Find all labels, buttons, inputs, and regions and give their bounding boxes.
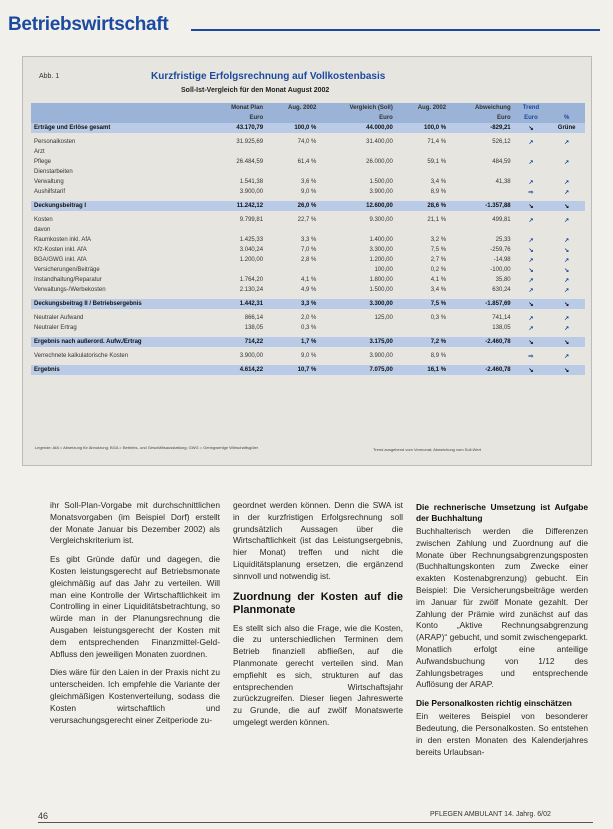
value-cell: 630,24	[492, 287, 511, 293]
text-column-1	[50, 500, 220, 733]
trend-cell: ↘	[528, 267, 534, 274]
figure-subtitle: Soll-Ist-Vergleich für den Monat August 2002	[181, 87, 330, 94]
trend-cell: Grüne	[548, 123, 585, 133]
value-cell: Euro	[449, 113, 514, 123]
text-column-2	[233, 500, 403, 736]
table-row	[31, 323, 585, 333]
trend-cell: Euro	[514, 113, 549, 123]
value-cell: 8,9 %	[430, 189, 447, 195]
value-cell: 2,8 %	[301, 257, 317, 263]
value-cell: 0,3 %	[301, 325, 317, 331]
paragraph: ihr Soll-Plan-Vorgabe mit durchschnittlichen Monatsvorgaben (im Beispiel Dorf) erstellt der Monate Januar bis Dezember 2002) als Vergleichskriterium ist.	[50, 500, 220, 546]
value-cell: 9.799,81	[239, 217, 264, 223]
value-cell: 7,5 %	[430, 247, 447, 253]
value-cell: 26,0 %	[266, 201, 319, 211]
row-label: Versicherungen/Beiträge	[34, 267, 100, 273]
figure-label: Abb. 1	[39, 73, 60, 80]
value-cell: 1.425,33	[239, 237, 264, 243]
value-cell: 484,59	[492, 159, 511, 165]
paragraph: Buchhalterisch werden die Differenzen zwischen Zahlung und Zuordnung auf die Monate über Rechnungsabgrenzungsposten (Buchhaltungskonten zum Zwecke einer exakten Kostenabgrenzung) gebucht. Ein Beispiel: Die Versicherungsbeiträge werden im Januar für zwölf Monate gezahlt. Der Zahlung der Prämie wird zunächst auf das Konto „Aktive Rechnungsabgrenzung (ARAP)“ gebucht, und somit zwischengeparkt. Monatlich erfolgt eine anteilige Aufwandsbuchung von 1/12 des Zahlungsbetrages und entsprechende Auflösung der ARAP.	[416, 526, 588, 690]
trend-cell: ↗	[528, 325, 534, 332]
trend-cell: ↗	[564, 179, 570, 186]
row-label: BGA/GWG inkl. AfA	[34, 257, 87, 263]
value-cell: 526,12	[492, 139, 511, 145]
subheading: Die rechnerische Umsetzung ist Aufgabe der Buchhaltung	[416, 502, 588, 523]
value-cell: 4,1 %	[430, 277, 447, 283]
value-cell: 3.300,00	[319, 299, 395, 309]
trend-cell: ↘	[548, 201, 585, 211]
value-cell: 31.925,69	[236, 139, 264, 145]
value-cell: 100,00	[374, 267, 393, 273]
table-row	[31, 215, 585, 225]
table-row	[31, 255, 585, 265]
value-cell: -1.357,88	[449, 201, 514, 211]
trend-cell: ↗	[528, 315, 534, 322]
trend-cell: ↘	[514, 299, 549, 309]
trend-cell: ↘	[514, 201, 549, 211]
table-row	[31, 235, 585, 245]
value-cell: 61,4 %	[297, 159, 317, 165]
row-label: Ergebnis nach außerord. Aufw./Ertrag	[31, 337, 207, 347]
value-cell: Euro	[207, 113, 266, 123]
trend-cell: ↘	[564, 247, 570, 254]
trend-cell: ↗	[528, 139, 534, 146]
row-label: Ergebnis	[31, 365, 207, 375]
value-cell: -259,76	[490, 247, 511, 253]
row-label: Deckungsbeitrag II / Betriebsergebnis	[31, 299, 207, 309]
value-cell: 9.300,00	[369, 217, 393, 223]
section-title: Betriebswirtschaft	[8, 14, 169, 35]
row-label	[31, 113, 207, 123]
table-row	[31, 285, 585, 295]
value-cell	[396, 225, 449, 235]
row-label: Verwaltung	[34, 179, 64, 185]
trend-cell: ↗	[564, 139, 570, 146]
value-cell	[449, 351, 514, 361]
text-column-3	[416, 502, 588, 765]
page-header	[8, 14, 600, 36]
value-cell: 28,6 %	[396, 201, 449, 211]
value-cell: 3.175,00	[319, 337, 395, 347]
value-cell: 16,1 %	[396, 365, 449, 375]
value-cell: Aug. 2002	[396, 103, 449, 113]
value-cell: 866,14	[244, 315, 264, 321]
value-cell: 1.500,00	[369, 287, 393, 293]
row-label: Instandhaltung/Reparatur	[34, 277, 102, 283]
value-cell: 3,6 %	[301, 179, 317, 185]
trend-cell: ↘	[564, 267, 570, 274]
value-cell	[266, 265, 319, 275]
row-label	[31, 103, 207, 113]
trend-cell: ↗	[564, 315, 570, 322]
row-label: Personalkosten	[34, 139, 76, 145]
table-row	[31, 299, 585, 309]
value-cell: 1.442,31	[207, 299, 266, 309]
row-label: Verwaltungs-/Werbekosten	[34, 287, 106, 293]
value-cell: 7,5 %	[396, 299, 449, 309]
paragraph: Es stellt sich also die Frage, wie die Kosten, die zu unterschiedlichen Terminen dem Betrieb finanziell abfließen, auf die Planmonate gerecht verteilen sind. Man empfiehlt es sich, strukturen auf das entsprechenden Wirtschaftsjahr zurückzugreifen. Dieser liegen Jahreswerte zu Grunde, die auf zwölf Monatswerte umgelegt werden können.	[233, 622, 403, 727]
value-cell: 11.242,12	[207, 201, 266, 211]
value-cell: 3.300,00	[369, 247, 393, 253]
value-cell: 8,9 %	[430, 353, 447, 359]
row-label: Verrechnete kalkulatorische Kosten	[34, 353, 129, 359]
value-cell	[207, 167, 266, 177]
value-cell: 3.900,00	[369, 353, 393, 359]
value-cell: Aug. 2002	[266, 103, 319, 113]
table-row	[31, 147, 585, 157]
value-cell: 26.484,59	[236, 159, 264, 165]
trend-cell: ↘	[528, 247, 534, 254]
value-cell: 2,7 %	[430, 257, 447, 263]
value-cell: 22,7 %	[297, 217, 317, 223]
table-row	[31, 201, 585, 211]
value-cell: 25,33	[495, 237, 511, 243]
value-cell: 2,0 %	[301, 315, 317, 321]
value-cell	[396, 113, 449, 123]
value-cell: 7,0 %	[301, 247, 317, 253]
trend-cell	[514, 225, 549, 235]
value-cell: 100,0 %	[396, 123, 449, 133]
value-cell	[449, 167, 514, 177]
table-row	[31, 275, 585, 285]
value-cell	[266, 167, 319, 177]
value-cell: 4,9 %	[301, 287, 317, 293]
value-cell: 499,81	[492, 217, 511, 223]
trend-cell: ↗	[564, 325, 570, 332]
value-cell: 44.000,00	[319, 123, 395, 133]
value-cell: 1,7 %	[266, 337, 319, 347]
trend-cell: ⇨	[528, 353, 534, 360]
trend-cell	[548, 103, 585, 113]
value-cell: 31.400,00	[366, 139, 393, 145]
trend-cell	[548, 147, 585, 157]
paragraph: Dies wäre für den Laien in der Praxis nicht zu unterscheiden. Ich empfehle die Variante der gleichmäßigen Kostenverteilung, sodass die Kosten wirtschaftlich und verursachungsgerecht einer Zeitperiode zu-	[50, 667, 220, 725]
table-row	[31, 313, 585, 323]
value-cell: 9,0 %	[301, 189, 317, 195]
value-cell	[266, 225, 319, 235]
value-cell: 9,0 %	[301, 353, 317, 359]
value-cell	[449, 147, 514, 157]
figure-title: Kurzfristige Erfolgsrechnung auf Vollkostenbasis	[151, 71, 386, 82]
paragraph: geordnet werden können. Denn die SWA ist in der kurzfristigen Erfolgsrechnung soll grundsätzlich Aussagen über die Wirtschaftlichkeit (ist das Leistungsergebnis, hier Monat) treffen und nicht die Liquiditätsplanung ersetzen, die ergänzend sinnvoll und notwendig ist.	[233, 500, 403, 581]
value-cell: -829,21	[449, 123, 514, 133]
value-cell: 21,1 %	[427, 217, 447, 223]
footer-rule	[38, 822, 593, 823]
trend-cell	[548, 167, 585, 177]
value-cell: 1.200,00	[239, 257, 264, 263]
value-cell: 138,05	[244, 325, 264, 331]
value-cell	[319, 323, 395, 333]
value-cell: 0,3 %	[430, 315, 447, 321]
value-cell: 74,0 %	[297, 139, 317, 145]
value-cell	[396, 147, 449, 157]
value-cell	[449, 187, 514, 197]
value-cell: 1.200,00	[369, 257, 393, 263]
value-cell: 7.075,00	[319, 365, 395, 375]
trend-cell: ↘	[548, 337, 585, 347]
publication-name: PFLEGEN AMBULANT 14. Jahrg. 6/02	[430, 811, 551, 818]
trend-cell: ↗	[564, 237, 570, 244]
table-row	[31, 337, 585, 347]
row-label: davon	[34, 227, 51, 233]
trend-cell: ↗	[564, 189, 570, 196]
value-cell: 1.764,20	[239, 277, 264, 283]
row-label: Erträge und Erlöse gesamt	[31, 123, 207, 133]
subheading: Zuordnung der Kosten auf die Planmonate	[233, 590, 403, 616]
value-cell: -14,98	[493, 257, 511, 263]
value-cell: -2.460,78	[449, 337, 514, 347]
value-cell: 4,1 %	[301, 277, 317, 283]
table-row	[31, 225, 585, 235]
figure-legend-note: Legende: AfA = Absetzung für Abnutzung; BGA = Betriebs- und Geschäftsausstattung; GWG = Geringwertige Wirtschaftsgüter	[35, 445, 259, 450]
trend-cell: ↗	[528, 277, 534, 284]
value-cell: 12.600,00	[319, 201, 395, 211]
trend-cell: Trend	[514, 103, 549, 113]
value-cell: 4.614,22	[207, 365, 266, 375]
value-cell	[319, 225, 395, 235]
table-row	[31, 245, 585, 255]
value-cell: 3,4 %	[430, 179, 447, 185]
value-cell: 7,2 %	[396, 337, 449, 347]
trend-cell: ↗	[564, 257, 570, 264]
value-cell: Vergleich (Soll)	[319, 103, 395, 113]
table-header-row	[31, 113, 585, 123]
value-cell: 43.170,79	[207, 123, 266, 133]
value-cell	[319, 147, 395, 157]
trend-cell: %	[548, 113, 585, 123]
value-cell: 3,2 %	[430, 237, 447, 243]
trend-cell: ↘	[548, 299, 585, 309]
value-cell: 714,22	[207, 337, 266, 347]
row-label: Kosten	[34, 217, 53, 223]
table-row	[31, 177, 585, 187]
value-cell: 35,80	[495, 277, 511, 283]
value-cell: 1.500,00	[369, 179, 393, 185]
value-cell	[396, 323, 449, 333]
paragraph: Es gibt Gründe dafür und dagegen, die Kosten leistungsgerecht auf Betriebsmonate gleichmäßig auf das Jahr zu verteilen. Will man eine Kontrolle der Wirtschaftlichkeit im Controlling in einer Liquiditätsbetrachtung, so würde man in der Planungsrechnung die Ausgaben leistungsgerecht der Kosten mit dem entsprechenden Finanzmittel-Geld-Abfluss den jeweiligen Monaten zuordnen.	[50, 554, 220, 659]
value-cell	[319, 167, 395, 177]
table-row	[31, 123, 585, 133]
value-cell: 741,14	[492, 315, 511, 321]
results-table	[31, 103, 585, 375]
trend-cell: ⇨	[528, 189, 534, 196]
header-rule	[191, 29, 600, 31]
trend-cell: ↗	[528, 179, 534, 186]
value-cell: 59,1 %	[427, 159, 447, 165]
trend-cell	[548, 225, 585, 235]
value-cell	[207, 225, 266, 235]
value-cell	[396, 167, 449, 177]
row-label: Arzt	[34, 149, 45, 155]
trend-cell	[514, 167, 549, 177]
value-cell: 1.400,00	[369, 237, 393, 243]
value-cell	[207, 265, 266, 275]
value-cell: -100,00	[490, 267, 511, 273]
row-label: Kfz-Kosten inkl. AfA	[34, 247, 87, 253]
table-row	[31, 351, 585, 361]
value-cell	[449, 225, 514, 235]
table-row	[31, 187, 585, 197]
page-number: 46	[38, 811, 49, 821]
value-cell: 138,05	[492, 325, 511, 331]
value-cell	[207, 147, 266, 157]
value-cell: 26.000,00	[366, 159, 393, 165]
value-cell: 1.541,38	[239, 179, 264, 185]
table-row	[31, 265, 585, 275]
subheading: Die Personalkosten richtig einschätzen	[416, 698, 572, 709]
value-cell	[266, 147, 319, 157]
value-cell: 3,3 %	[266, 299, 319, 309]
trend-cell: ↗	[564, 353, 570, 360]
trend-cell: ↘	[514, 337, 549, 347]
value-cell: Monat Plan	[207, 103, 266, 113]
row-label: Neutraler Aufwand	[34, 315, 84, 321]
trend-cell: ↘	[514, 123, 549, 133]
trend-cell: ↗	[528, 287, 534, 294]
value-cell	[266, 113, 319, 123]
value-cell: 3.900,00	[239, 189, 264, 195]
paragraph: Ein weiteres Beispiel von besonderer Bedeutung, die Personalkosten. So entstehen in den ersten Monaten des Kalenderjahres bereits Urlaubsan-	[416, 711, 588, 757]
trend-cell: ↗	[564, 217, 570, 224]
value-cell: 41,38	[495, 179, 511, 185]
row-label: Pflege	[34, 159, 52, 165]
value-cell: 3,4 %	[430, 287, 447, 293]
value-cell: 0,2 %	[430, 267, 447, 273]
row-label: Dienstarbeiten	[34, 169, 73, 175]
row-label: Aushilfstarif	[34, 189, 66, 195]
row-label: Neutraler Ertrag	[34, 325, 77, 331]
table-header-row	[31, 103, 585, 113]
trend-cell: ↗	[564, 159, 570, 166]
value-cell: 3.900,00	[239, 353, 264, 359]
trend-cell: ↗	[528, 159, 534, 166]
value-cell: 10,7 %	[266, 365, 319, 375]
value-cell: 71,4 %	[427, 139, 447, 145]
table-row	[31, 157, 585, 167]
trend-cell	[514, 147, 549, 157]
value-cell: 3.900,00	[369, 189, 393, 195]
value-cell: 3.040,24	[239, 247, 264, 253]
value-cell: -1.857,69	[449, 299, 514, 309]
row-label: Raumkosten inkl. AfA	[34, 237, 92, 243]
trend-cell: ↗	[564, 287, 570, 294]
value-cell: 2.130,24	[239, 287, 264, 293]
value-cell: 100,0 %	[266, 123, 319, 133]
figure-trend-note: Trend ausgehend vom Vormonat; Abweichung vom Soll-Wert	[373, 447, 482, 452]
value-cell: 125,00	[374, 315, 393, 321]
row-label: Deckungsbeitrag I	[31, 201, 207, 211]
figure-box	[22, 56, 592, 466]
trend-cell: ↗	[528, 217, 534, 224]
trend-cell: ↗	[528, 237, 534, 244]
value-cell: Abweichung	[449, 103, 514, 113]
trend-cell: ↘	[514, 365, 549, 375]
value-cell: 1.800,00	[369, 277, 393, 283]
value-cell: -2.460,78	[449, 365, 514, 375]
value-cell: Euro	[319, 113, 395, 123]
trend-cell: ↗	[564, 277, 570, 284]
trend-cell: ↘	[548, 365, 585, 375]
table-row	[31, 365, 585, 375]
value-cell: 3,3 %	[301, 237, 317, 243]
table-row	[31, 167, 585, 177]
table-row	[31, 137, 585, 147]
trend-cell: ↗	[528, 257, 534, 264]
